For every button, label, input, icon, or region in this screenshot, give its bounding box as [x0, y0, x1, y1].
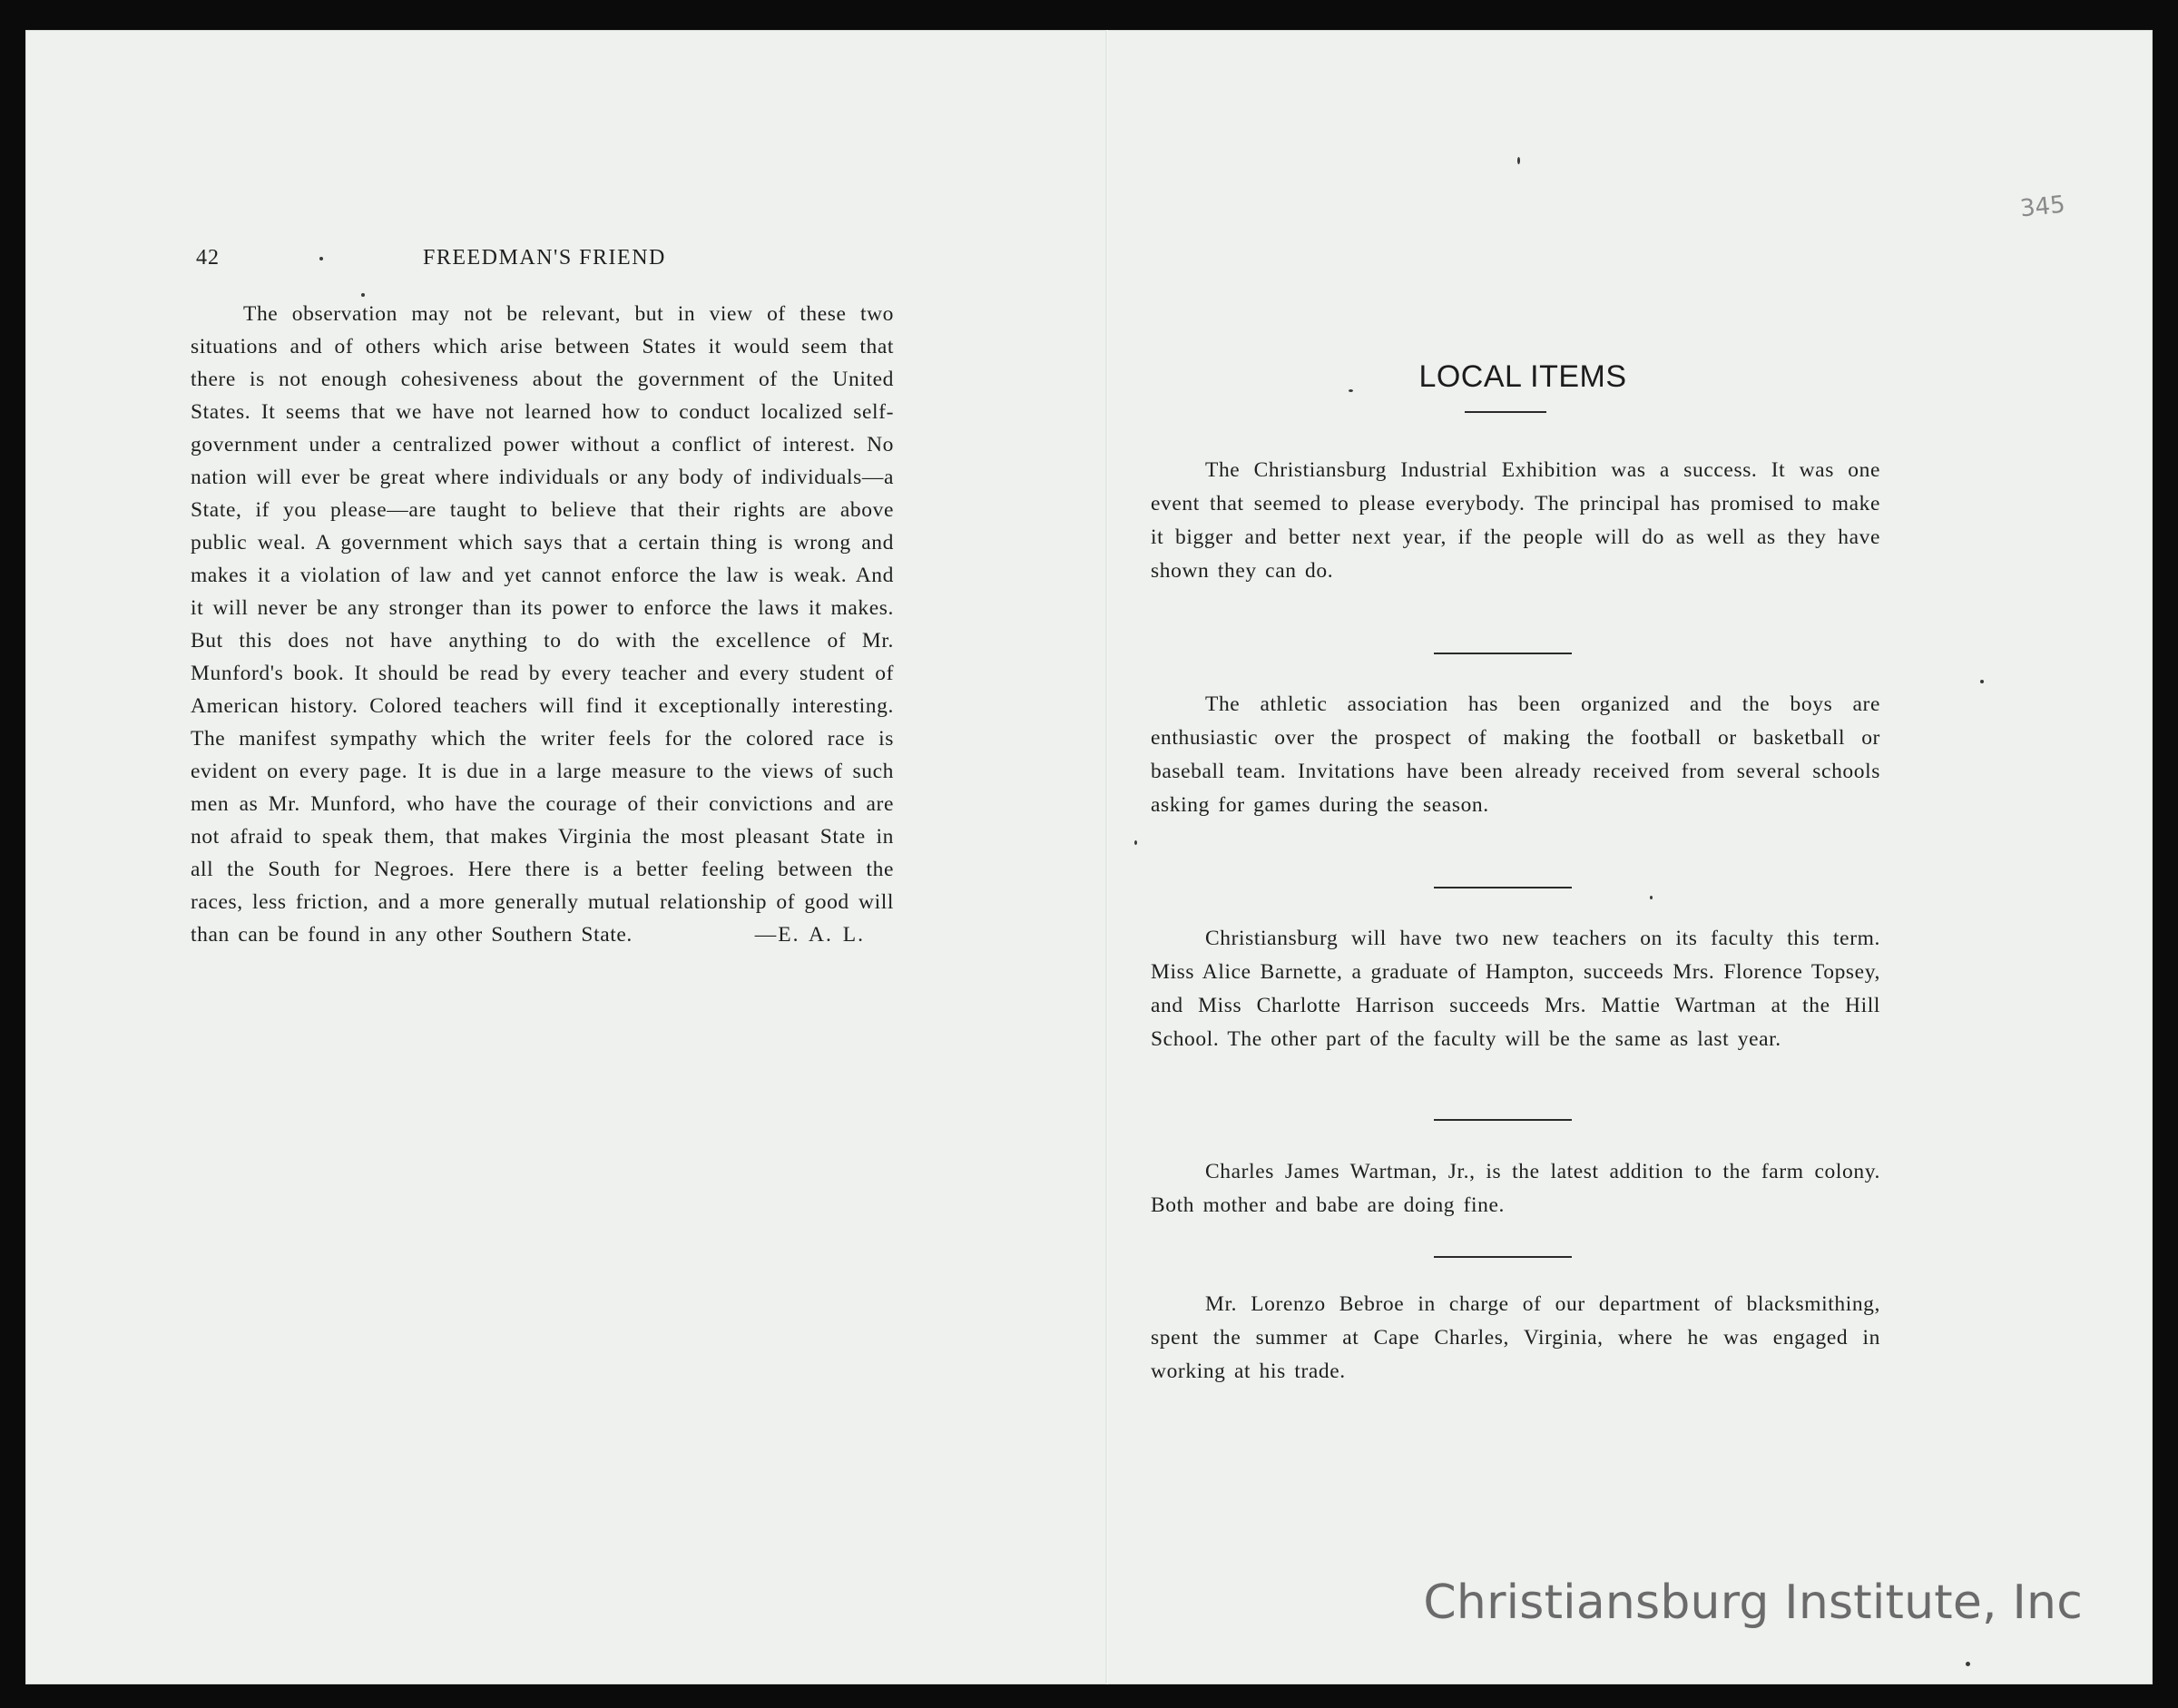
paper-spread	[25, 30, 2153, 1684]
print-speck	[319, 257, 323, 260]
item-divider	[1434, 887, 1572, 888]
local-item: Mr. Lorenzo Bebroe in charge of our department of blacksmithing, spent the summer at Cape Charles, Virginia, where he was engaged in working at his trade.	[1151, 1292, 1880, 1383]
item-divider	[1434, 653, 1572, 654]
print-speck	[1134, 840, 1137, 845]
local-item: The Christiansburg Industrial Exhibition was a success. It was one event that seemed to please everybody. The principal has promised to make it bigger and better next year, if the people will do as well as they have shown they can do.	[1151, 458, 1880, 583]
print-speck	[1349, 389, 1353, 392]
section-title: LOCAL ITEMS	[1418, 359, 1627, 394]
item-divider	[1434, 1119, 1572, 1121]
running-title: FREEDMAN'S FRIEND	[423, 246, 666, 270]
print-speck	[1517, 157, 1520, 164]
article-signature: —E. A. L.	[754, 923, 865, 947]
local-item: Charles James Wartman, Jr., is the latest addition to the farm colony. Both mother and babe are doing fine.	[1151, 1160, 1880, 1217]
handwritten-page-note: 345	[2018, 191, 2067, 223]
article-text: The observation may not be relevant, but in view of these two situations and of others which arise between States it would seem that there is not enough cohesiveness about the government of the United States. It seems that we have not learned how to conduct localized self-government under a centralized power without a conflict of interest. No nation will ever be great where individuals or any body of individuals—a State, if you please—are taught to believe that their rights are above public weal. A government which says that a certain thing is wrong and makes it a violation of law and yet cannot enforce the law is weak. And it will never be any stronger than its power to enforce the laws it makes. But this does not have anything to do with the excellence of Mr. Munford's book. It should be read by every teacher and every student of American history. Colored teachers will find it exceptionally interesting. The manifest sympathy which the writer feels for the colored race is evident on every page. It is due in a large measure to the views of such men as Mr. Munford, who have the courage of their convictions and are not afraid to speak them, that makes Virginia the most pleasant State in all the South for Negroes. Here there is a better feeling between the races, less friction, and a more generally mutual relationship of good will than can be found in any other Southern State.	[191, 302, 894, 947]
title-rule	[1465, 411, 1546, 413]
center-fold	[1105, 30, 1107, 1684]
item-divider	[1434, 1256, 1572, 1258]
local-item: Christiansburg will have two new teachers on its faculty this term. Miss Alice Barnette, a graduate of Hampton, succeeds Mrs. Florence Topsey, and Miss Charlotte Harrison succeeds Mrs. Mattie Wartman at the Hill School. The other part of the faculty will be the same as last year.	[1151, 927, 1880, 1051]
institution-watermark: Christiansburg Institute, Inc	[1423, 1575, 2083, 1630]
page-number: 42	[196, 246, 220, 270]
print-speck	[361, 293, 365, 297]
local-item: The athletic association has been organized and the boys are enthusiastic over the prospect of making the football or basketball or baseball team. Invitations have been already received from several schools asking for games during the season.	[1151, 692, 1880, 817]
print-speck	[1650, 896, 1653, 899]
print-speck	[1966, 1662, 1970, 1666]
print-speck	[1980, 680, 1984, 683]
article-body	[191, 298, 894, 951]
